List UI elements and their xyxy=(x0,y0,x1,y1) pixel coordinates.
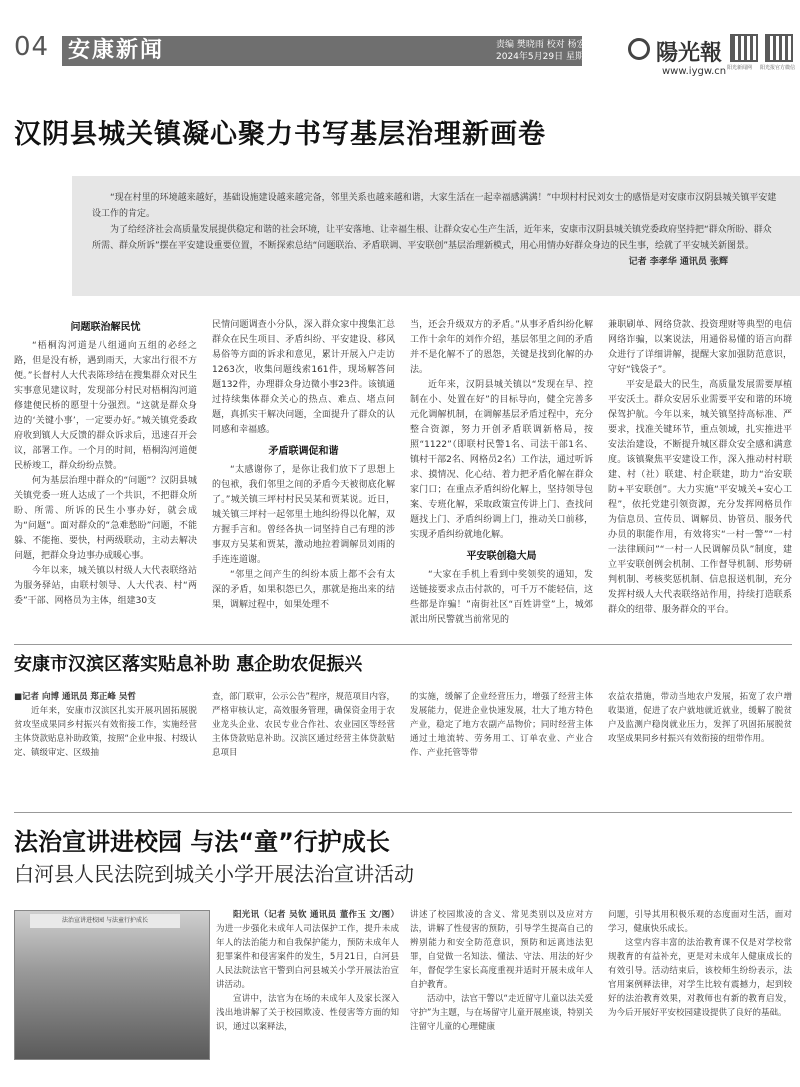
section-title: 安康新闻 xyxy=(68,38,165,63)
article2-column-1 xyxy=(14,690,197,760)
paragraph: 的实施，缓解了企业经营压力，增强了经营主体发展能力，促进企业快速发展，壮大了地方特色产业，稳定了地方农副产品物价；同时经营主体通过土地流转、劳务用工、订单农业、产业合作、产业托管等带 xyxy=(410,692,593,758)
byline: 记者 李孝华 通讯员 张辉 xyxy=(628,257,728,267)
headline-article3: 法治宣讲进校园 与法“童”行护成长 xyxy=(14,828,390,856)
paragraph: 这堂内容丰富的法治教育课不仅是对学校常规教育的有益补充，更是对未成年人健康成长的有效引导。活动结束后，该校师生纷纷表示，法官用案例释法律，对学生比较有震撼力，起到较好的法治教育效果，对教师也有新的教育启发，为今后开展好平安校园建设提供了良好的基础。 xyxy=(608,938,792,1018)
paragraph: 农益农措施，带动当地农户发展，拓宽了农户增收渠道，促进了农户就地就近就业，缓解了脱贫户及监测户稳岗就业压力，发挥了巩固拓展脱贫攻坚成果同乡村振兴有效衔接的纽带作用。 xyxy=(608,692,792,744)
article1-column-4 xyxy=(608,318,792,640)
article1-column-2 xyxy=(212,318,395,613)
paragraph: 当，还会升级双方的矛盾。”从事矛盾纠纷化解工作十余年的刘作介绍，基层邻里之间的矛盾并不是化解不了的恩怨，关键是找到化解的办法。 xyxy=(410,320,593,375)
article3-column-3 xyxy=(608,908,792,1020)
paragraph: 兼职刷单、网络贷款、投资理财等典型的电信网络诈骗，以案说法，用通俗易懂的语言向群众进行了详细讲解，提醒大家加强防范意识，守好“钱袋子”。 xyxy=(608,320,792,375)
paragraph xyxy=(216,908,399,992)
article2-column-3 xyxy=(410,690,593,760)
paragraph: 宣讲中，法官为在场的未成年人及家长深入浅出地讲解了关于校园欺凌、性侵害等方面的知识，通过以案释法， xyxy=(216,994,399,1032)
website-link[interactable]: www.iygw.cn xyxy=(662,66,727,77)
divider xyxy=(14,812,792,813)
paragraph: 近年来，安康市汉滨区扎实开展巩固拓展脱贫攻坚成果同乡村振兴有效衔接工作，实施经营主体贷款贴息补助政策，按照“企业申报、村级认定、镇级审定、区级抽 xyxy=(14,706,197,758)
headline-article2: 安康市汉滨区落实贴息补助 惠企助农促振兴 xyxy=(14,654,363,675)
headline-article1: 汉阴县城关镇凝心聚力书写基层治理新画卷 xyxy=(14,119,546,150)
paragraph: 活动中，法官干警以“走近留守儿童以法关爱守护”为主题，与在场留守儿童开展座谈，特别关注留守儿童的心理健康 xyxy=(410,994,593,1032)
byline: ■记者 向博 通讯员 郑正峰 吴哲 xyxy=(14,692,136,702)
article2-column-2 xyxy=(212,690,395,760)
qr-code-icon xyxy=(765,34,793,62)
paragraph: 民情问题调查小分队，深入群众家中搜集汇总群众在民生项目、矛盾纠纷、平安建设、移风易俗等方面的诉求和意见，累计开展入户走访1263次，收集问题线索161件，现场解答问题132件，办理群众身边微小事23件。该镇通过持续集体群众关心的热点、难点、堵点问题，真抓实干解决问题，全面提升了群众的认同感和幸福感。 xyxy=(212,320,395,435)
subheading: 问题联治解民忧 xyxy=(70,322,141,333)
paragraph: 今年以来，城关镇以村级人大代表联络站为服务驿站，由联村领导、人大代表、村“两委”干部、网格员为主体，组建30支 xyxy=(14,566,197,606)
byline: 阳光讯（记者 吴钦 通讯员 董作玉 文/图） xyxy=(233,910,399,920)
paragraph: “梧桐沟河道是八组通向五组的必经之路，但是没有桥，遇到雨天，大家出行很不方便。”长督村人大代表陈珍结在搜集群众对民生实事意见建议时，发现部分村民对梧桐沟河道修建便民桥的愿望十分强烈。“这就是群众身边的‘关键小事’，一定要办好。”城关镇党委政府收到镇人大反馈的群众诉求后，迅速召开会议，部署工作。一个月的时间，梧桐沟河道便民桥竣工，群众纷纷点赞。 xyxy=(14,341,197,471)
subheadline-article3: 白河县人民法院到城关小学开展法治宣讲活动 xyxy=(14,862,414,886)
article3-column-1 xyxy=(216,908,399,1034)
subheading: 平安联创稳大局 xyxy=(466,551,537,562)
paragraph: 近年来，汉阴县城关镇以“发现在早、控制在小、处置在好”的目标导向，健全完善多元化调解机制，在调解基层矛盾过程中，充分整合资源，努力开创矛盾联调新格局，按照“1122”（即联村民警1名、司法干部1名、镇村干部2名、网格员2名）工作法，通过听诉求、摸情况、化心结、着力把矛盾化解在群众家门口；在重点矛盾纠纷化解上，坚持领导包案、专班化解，采取政策宣传讲上门、查找问题找上门、矛盾纠纷调上门，推动关口前移，实现矛盾纠纷就地化解。 xyxy=(410,380,593,540)
logo-mark-icon xyxy=(628,38,650,60)
paragraph: 平安是最大的民生，高质量发展需要厚植平安沃土。群众安居乐业需要平安和谐的环境保驾护航。今年以来，城关镇坚持高标准、严要求，找准关键环节，重点领域，扎实推进平安法治建设，不断提升城区群众安全感和满意度。该镇聚焦平安建设工作，深入推动村村联建、村（社）联建、村企联建，助力“治安联防+平安联创”。大力实施“平安城关+安心工程”，依托党建引领资源，充分发挥网格员作为信息员、宣传员、调解员、协管员、服务代办员的职能作用，有效将实“一村一警”“一村一法律顾问”“一村一人民调解员队”制度，建立平安联创例会机制、工作督导机制、形势研判机制、考核奖惩机制、信息报送机制，充分发挥村级人大代表联络站作用，持续打造联系群众的纽带、服务群众的平台。 xyxy=(608,380,792,615)
article2-column-4 xyxy=(608,690,792,746)
article1-intro-box xyxy=(72,176,800,296)
edition-meta xyxy=(496,39,595,63)
qr-label-2: 阳光报官方微信 xyxy=(760,65,796,71)
paragraph: 讲述了校园欺凌的含义、常见类别以及应对方法，讲解了性侵害的预防，引导学生提高自己的辨别能力和安全防范意识，预防和远离违法犯罪，自觉做一名知法、懂法、守法、用法的好少年，督促学生家长高度重视并适时开展未成年人自护教育。 xyxy=(410,910,593,990)
editors-line: 责编 樊晓雨 校对 杨宏玲 xyxy=(496,40,595,50)
paragraph: 何为基层治理中群众的“问题”？汉阴县城关镇党委一班人达成了一个共识，不把群众所盼、所需、所诉的民生小事办好，就会成为“问题”。面对群众的“急难愁盼”问题，不能躲、不能拖、要快，村两级联动，主动去解决问题，把群众身边事办成暖心事。 xyxy=(14,476,197,561)
date-line: 2024年5月29日 星期三 xyxy=(496,52,593,62)
page-number: 04 xyxy=(14,32,50,62)
event-photo xyxy=(14,910,210,1060)
intro-paragraph: 为了给经济社会高质量发展提供稳定和谐的社会环境，让平安落地、让幸福生根、让群众安心生产生活，近年来，安康市汉阴县城关镇党委政府坚持把“群众所盼、群众所需、群众所诉”摆在平安建设重要位置，不断探索总结“问题联治、矛盾联调、平安联创”基层治理新模式，用心用情办好群众身边的民生事，绘就了平安城关新图景。 xyxy=(92,225,772,251)
qr-code-icon xyxy=(730,34,758,62)
intro-paragraph: “现在村里的环境越来越好，基础设施建设越来越完备，邻里关系也越来越和谐，大家生活在一起幸福感满满！”中坝村村民刘女士的感悟是对安康市汉阴县城关镇平安建设工作的肯定。 xyxy=(92,193,777,219)
article3-column-2 xyxy=(410,908,593,1034)
paragraph: 问题，引导其用积极乐观的态度面对生活，面对学习，健康快乐成长。 xyxy=(608,910,792,934)
paragraph: “大家在手机上看到中奖领奖的通知，发送链接要求点击付款的，可千万不能轻信，这些都是诈骗！”南街社区“百姓讲堂”上，城郊派出所民警就当前常见的 xyxy=(410,570,593,625)
paragraph-text: 为进一步强化未成年人司法保护工作，提升未成年人的法治能力和自我保护能力，预防未成年人犯罪案件和侵害案件的发生，5月21日，白河县人民法院法官干警到白河县城关小学开展法治宣讲活动。 xyxy=(216,924,399,990)
logo-text: 陽光報 xyxy=(656,40,723,66)
photo-banner-text: 法治宣讲进校园 与法童行护成长 xyxy=(30,914,180,928)
subheading: 矛盾联调促和谐 xyxy=(268,446,339,457)
divider xyxy=(14,644,792,645)
article1-column-3 xyxy=(410,318,593,628)
qr-label-1: 阳光新闻网 xyxy=(727,65,753,71)
paragraph: 查，部门联审，公示公告”程序，规范项目内容，严格审核认定，高效服务管理，确保资金用于农业龙头企业、农民专业合作社、农业园区等经营主体贷款贴息补助。汉滨区通过经营主体贷款贴息项目 xyxy=(212,692,395,758)
paragraph: “邻里之间产生的纠纷本质上都不会有太深的矛盾，如果积怨已久，那就是拖出来的结果，调解过程中，如果处理不 xyxy=(212,570,395,610)
article1-column-1 xyxy=(14,318,197,609)
paragraph: “太感谢你了，是你让我们放下了思想上的包袱，我们邻里之间的矛盾今天被彻底化解了。”城关镇三坪村村民吴某和贾某说。近日，城关镇三坪村一起邻里土地纠纷得以化解，双方握手言和。曾经各执一词坚持自己有理的涉事双方吴某和贾某，激动地拉着调解员刘雨的手连连道谢。 xyxy=(212,465,395,565)
